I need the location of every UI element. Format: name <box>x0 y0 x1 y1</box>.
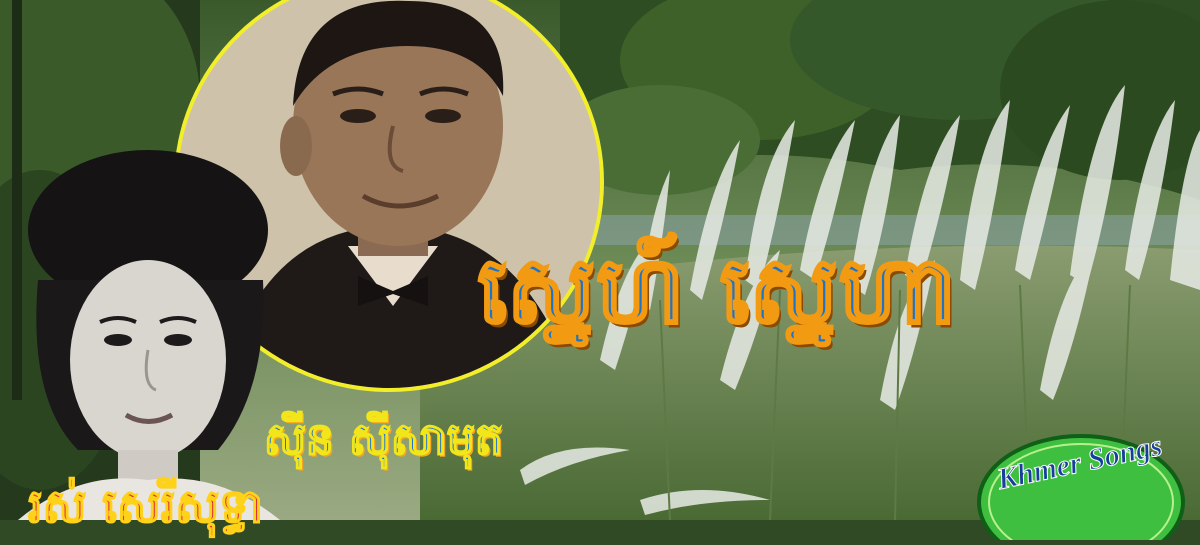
male-artist-name: ស៊ីន ស៊ីសាមុត <box>264 414 503 465</box>
song-title: ស្នេហ៍ ស្នេហា <box>478 237 959 344</box>
female-portrait <box>18 150 280 520</box>
female-artist-name: រស់ សេរីសុទ្ធា <box>28 479 264 533</box>
badge-label: Khmer Songs <box>994 428 1166 497</box>
